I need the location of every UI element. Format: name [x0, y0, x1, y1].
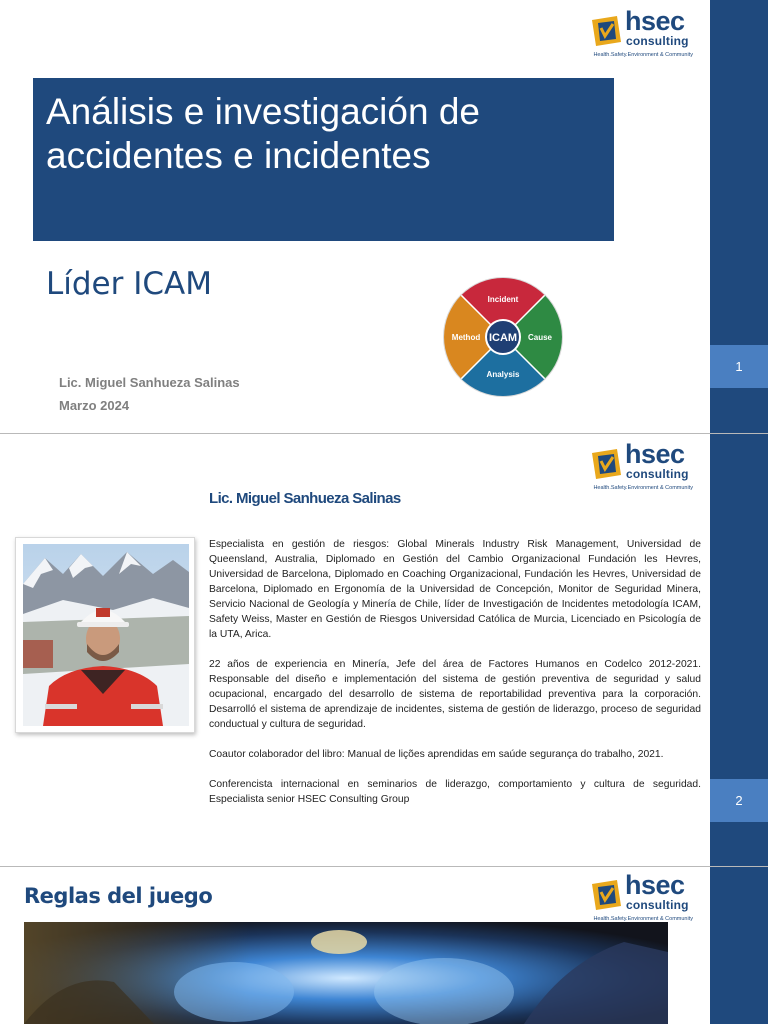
- logo-brand: hsec: [625, 870, 685, 900]
- logo-sub: consulting: [626, 467, 689, 481]
- icam-center-label: ICAM: [488, 332, 518, 344]
- logo-sub: consulting: [626, 34, 689, 48]
- presentation-date: Marzo 2024: [59, 398, 130, 413]
- slide-title: [46, 90, 606, 178]
- hsec-logo-mark-icon: [589, 878, 623, 912]
- speaker-photo-frame: [15, 537, 195, 733]
- speaker-bio: [209, 537, 701, 822]
- bio-paragraph: Especialista en gestión de riesgos: Global Minerals Industry Risk Management, Universidad de Queensland, Australia, Diplomado en Gestión del Cambio Organizacional Fundación les Hevres, Universidad de Barcelona, Diplomado en Coaching Organizacional, Fundación les Hevres, Universidad de Barcelona, Diplomado en Ergonomía de la Universidad de Concepción, Monitor de Seguridad Minera, Servicio Nacional de Geología y Minería de Chile, líder de Investigación de Incidentes metodología ICAM, Safety Weiss, Master en Gestión de Riesgos Universidad Católica de Murcia, Licenciado en Psicología de la UTA, Arica.: [209, 539, 701, 640]
- slide-2: [0, 434, 768, 866]
- icam-label-cause: Cause: [527, 333, 553, 342]
- logo-tagline: Health.Safety.Environment & Community: [593, 52, 693, 58]
- bio-paragraph: Conferencista internacional en seminarios de liderazgo, comportamiento y cultura de seguridad. Especialista senior HSEC Consulting Group: [209, 779, 701, 805]
- title-line-2: accidentes e incidentes: [46, 135, 431, 176]
- author-name: Lic. Miguel Sanhueza Salinas: [59, 375, 240, 390]
- logo-tagline: Health.Safety.Environment & Community: [593, 916, 693, 922]
- icam-label-incident: Incident: [487, 295, 519, 304]
- bio-paragraph: 22 años de experiencia en Minería, Jefe del área de Factores Humanos en Codelco 2012-2021. Responsable del diseño e implementación del sistema de gestión preventiva de seguridad y salud ocupacional, encargado del desarrollo de sistema de reportabilidad preventiva para la corporación. Desarrolló el sistema de aprendizaje de incidentes, sistema de gestión de liderazgo, proceso de seguridad conductual y cultura de seguridad.: [209, 659, 701, 730]
- slide-subtitle: Líder ICAM: [46, 266, 212, 302]
- slide-1: [0, 0, 768, 433]
- logo-sub: consulting: [626, 898, 689, 912]
- hsec-logo-mark-icon: [589, 447, 623, 481]
- hsec-logo-mark-icon: [589, 14, 623, 48]
- hsec-logo: [589, 6, 693, 62]
- hsec-logo: [589, 870, 693, 926]
- icam-label-method: Method: [451, 333, 481, 342]
- logo-tagline: Health.Safety.Environment & Community: [593, 485, 693, 491]
- banner-image: [24, 922, 668, 1024]
- speaker-photo: [23, 544, 189, 726]
- slide-sidebar: [710, 867, 768, 1024]
- hsec-logo: [589, 439, 693, 495]
- icam-label-analysis: Analysis: [486, 370, 520, 379]
- title-line-1: Análisis e investigación de: [46, 91, 480, 132]
- page-number-badge: 2: [710, 779, 768, 822]
- title-box: [33, 78, 614, 241]
- page-number-badge: 1: [710, 345, 768, 388]
- speaker-name: Lic. Miguel Sanhueza Salinas: [209, 490, 401, 507]
- icam-wheel-diagram: [442, 276, 564, 398]
- bio-paragraph: Coautor colaborador del libro: Manual de lições aprendidas em saúde segurança do trabalho, 2021.: [209, 749, 664, 760]
- slide-3: [0, 867, 768, 1024]
- logo-brand: hsec: [625, 439, 685, 469]
- slide-title: Reglas del juego: [24, 884, 213, 908]
- logo-brand: hsec: [625, 6, 685, 36]
